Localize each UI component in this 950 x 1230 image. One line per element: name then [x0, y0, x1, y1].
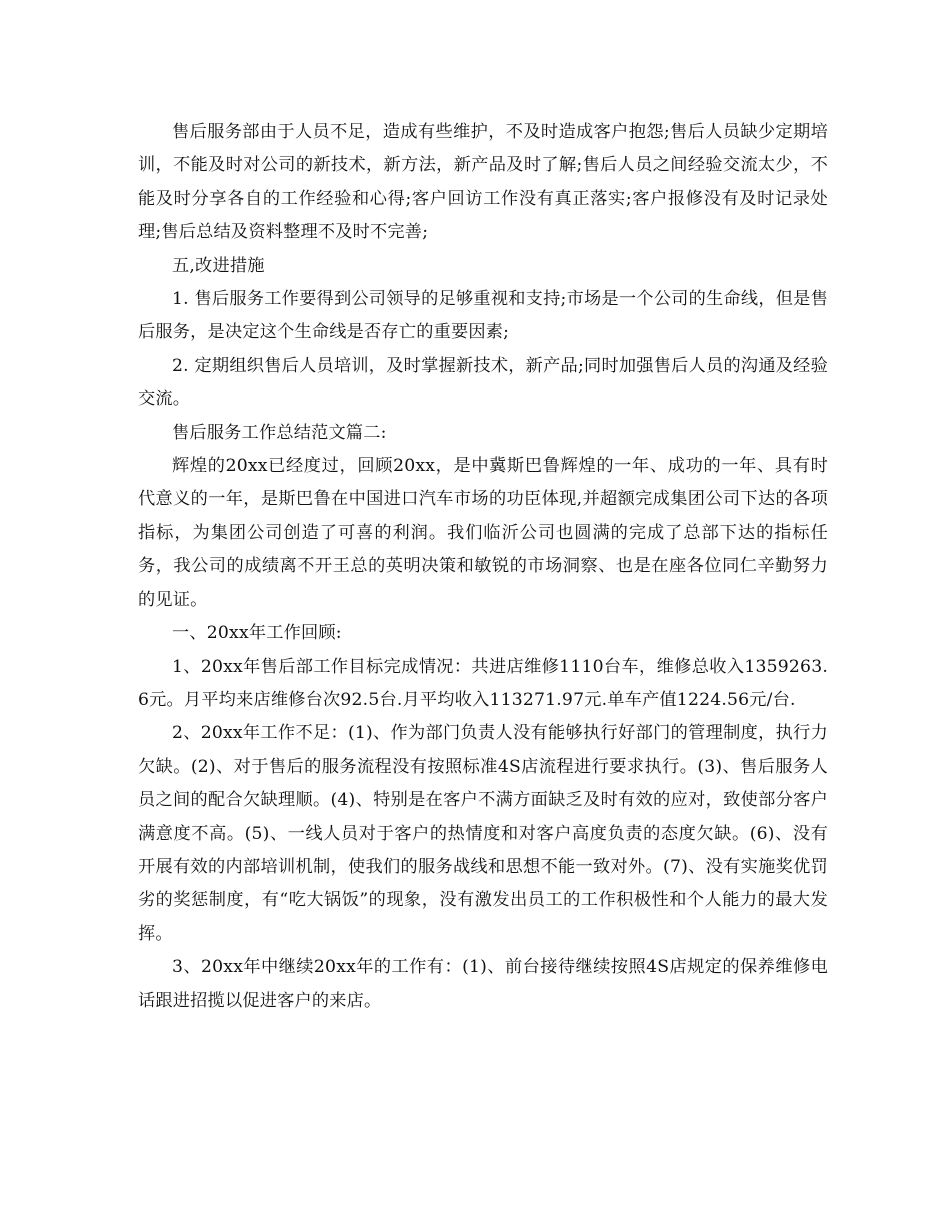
paragraph-measure-1: 1. 售后服务工作要得到公司领导的足够重视和支持;市场是一个公司的生命线，但是售后服务，是决定这个生命线是否存亡的重要因素; [138, 289, 828, 343]
paragraph-year-review-intro: 辉煌的20xx已经度过，回顾20xx，是中冀斯巴鲁辉煌的一年、成功的一年、具有时代意义的一年，是斯巴鲁在中国进口汽车市场的功臣体现,并超额完成集团公司下达的各项指标，为集团公司创造了可喜的利润。我们临沂公司也圆满的完成了总部下达的指标任务，我公司的成绩离不开王总的英明决策和敏锐的市场洞察、也是在座各位同仁辛勤努力的见证。 [138, 456, 828, 610]
heading-improvement-measures: 五,改进措施 [172, 255, 265, 276]
paragraph-measure-2: 2. 定期组织售后人员培训，及时掌握新技术，新产品;同时加强售后人员的沟通及经验交流。 [138, 355, 828, 410]
heading-sample-two: 售后服务工作总结范文篇二: [172, 422, 387, 443]
paragraph-continued-work: 3、20xx年中继续20xx年的工作有：(1)、前台接待继续按照4S店规定的保养维修电话跟进招揽以促进客户的来店。 [138, 957, 828, 1011]
paragraph-after-sales-shortcomings: 售后服务部由于人员不足，造成有些维护，不及时造成客户抱怨;售后人员缺少定期培训，不能及时对公司的新技术，新方法，新产品及时了解;售后人员之间经验交流太少，不能及时分享各自的工作经验和心得;客户回访工作没有真正落实;客户报修没有及时记录处理;售后总结及资料整理不及时不完善; [138, 122, 828, 243]
heading-work-review: 一、20xx年工作回顾: [172, 623, 342, 644]
document-body [138, 116, 828, 1018]
paragraph-goal-completion: 1、20xx年售后部工作目标完成情况：共进店维修1110台车，维修总收入1359263.6元。月平均来店维修台次92.5台.月平均收入113271.97元.单车产值1224.56元/台. [138, 656, 828, 710]
paragraph-work-shortcomings: 2、20xx年工作不足：(1)、作为部门负责人没有能够执行好部门的管理制度，执行力欠缺。(2)、对于售后的服务流程没有按照标准4S店流程进行要求执行。(3)、售后服务人员之间的配合欠缺理顺。(4)、特别是在客户不满方面缺乏及时有效的应对，致使部分客户满意度不高。(5)、一线人员对于客户的热情度和对客户高度负责的态度欠缺。(6)、没有开展有效的内部培训机制，使我们的服务战线和思想不能一致对外。(7)、没有实施奖优罚劣的奖惩制度，有“吃大锅饭”的现象，没有激发出员工的工作积极性和个人能力的最大发挥。 [138, 723, 828, 944]
